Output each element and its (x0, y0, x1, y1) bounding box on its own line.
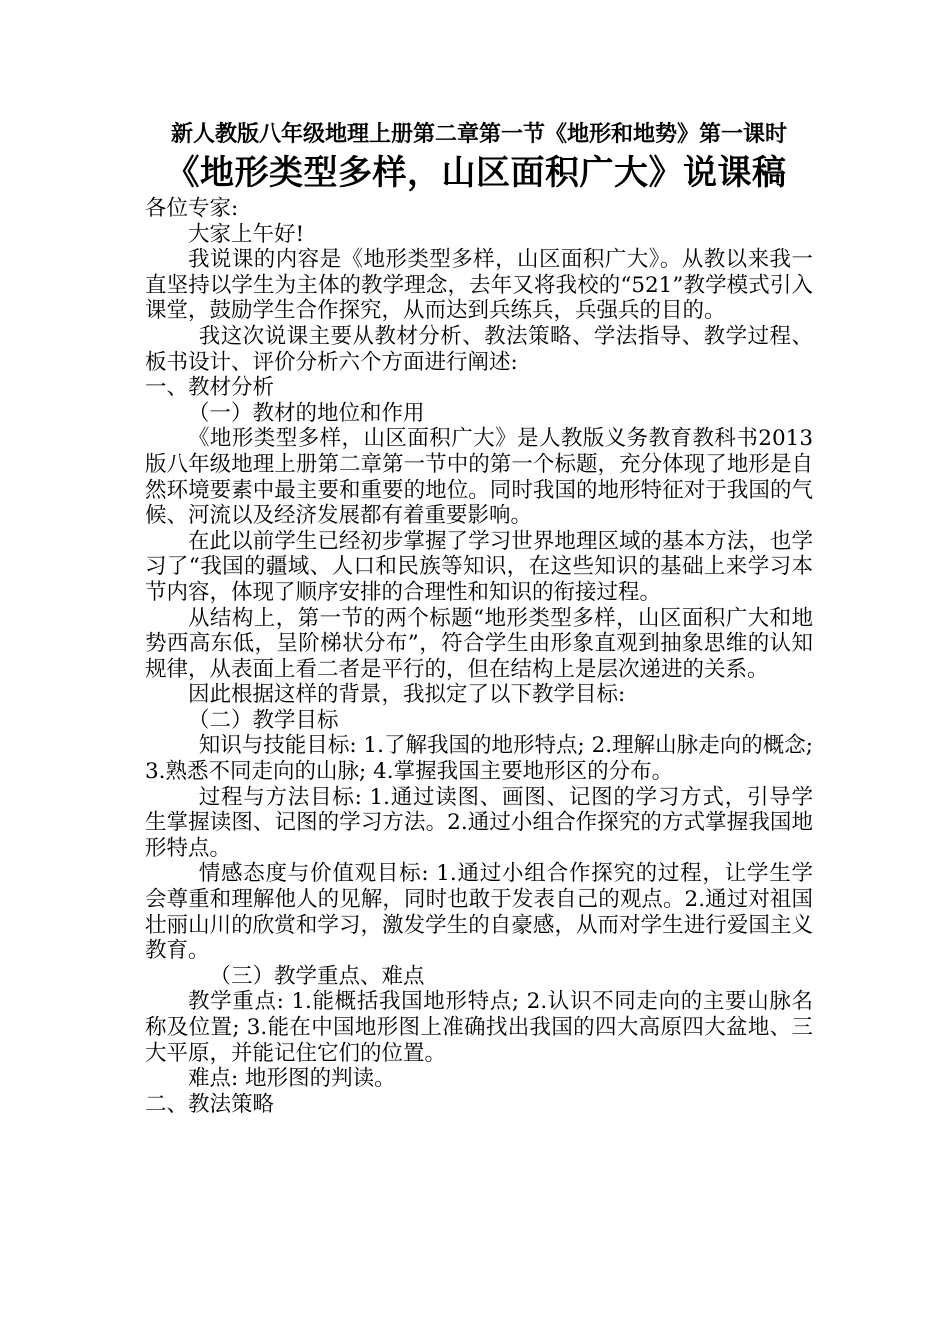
paragraph: 大家上午好! (188, 221, 305, 247)
subsection-heading: （二）教学目标 (188, 707, 339, 733)
paragraph: 《地形类型多样，山区面积广大》是人教版义务教育教科书2013版八年级地理上册第二章第一节中的第一个标题，充分体现了地形是自然环境要素中最主要和重要的地位。同时我国的地形特征对于我国的气候、河流以及经济发展都有着重要影响。 (145, 426, 813, 529)
paragraph: 我说课的内容是《地形类型多样，山区面积广大》。从教以来我一直坚持以学生为主体的教学理念，去年又将我校的“521”教学模式引入课堂，鼓励学生合作探究，从而达到兵练兵，兵强兵的目的。 (145, 247, 813, 324)
paragraph: 知识与技能目标: 1.了解我国的地形特点; 2.理解山脉走向的概念; 3.熟悉不同走向的山脉; 4.掌握我国主要地形区的分布。 (145, 733, 813, 785)
paragraph: 在此以前学生已经初步掌握了学习世界地理区域的基本方法，也学习了“我国的疆域、人口和民族等知识，在这些知识的基础上来学习本节内容，体现了顺序安排的合理性和知识的衔接过程。 (145, 528, 813, 605)
section-heading: 一、教材分析 (145, 375, 275, 401)
paragraph: 过程与方法目标: 1.通过读图、画图、记图的学习方式，引导学生掌握读图、记图的学习方法。2.通过小组合作探究的方式掌握我国地形特点。 (145, 784, 813, 861)
paragraph: 难点: 地形图的判读。 (188, 1066, 396, 1092)
document-subtitle: 新人教版八年级地理上册第二章第一节《地形和地势》第一课时 (170, 122, 787, 147)
greeting: 各位专家: (145, 196, 239, 221)
subsection-heading: （三）教学重点、难点 (209, 963, 425, 989)
paragraph: 我这次说课主要从教材分析、教法策略、学法指导、教学过程、板书设计、评价分析六个方面进行阐述: (145, 323, 813, 375)
paragraph: 因此根据这样的背景，我拟定了以下教学目标: (188, 682, 626, 708)
document-title: 《地形类型多样，山区面积广大》说课稿 (165, 153, 787, 193)
section-heading: 二、教法策略 (145, 1091, 275, 1117)
subsection-heading: （一）教材的地位和作用 (188, 400, 425, 426)
paragraph: 从结构上，第一节的两个标题“地形类型多样，山区面积广大和地势西高东低，呈阶梯状分布”，符合学生由形象直观到抽象思维的认知规律，从表面上看二者是平行的，但在结构上是层次递进的关系。 (145, 605, 813, 682)
document-page (145, 120, 813, 1117)
paragraph: 教学重点: 1.能概括我国地形特点; 2.认识不同走向的主要山脉名称及位置; 3.能在中国地形图上准确找出我国的四大高原四大盆地、三大平原，并能记住它们的位置。 (145, 989, 813, 1066)
paragraph: 情感态度与价值观目标: 1.通过小组合作探究的过程，让学生学会尊重和理解他人的见解，同时也敢于发表自己的观点。2.通过对祖国壮丽山川的欣赏和学习，激发学生的自豪感，从而对学生进行爱国主义教育。 (145, 861, 813, 964)
document-body (145, 196, 813, 1117)
